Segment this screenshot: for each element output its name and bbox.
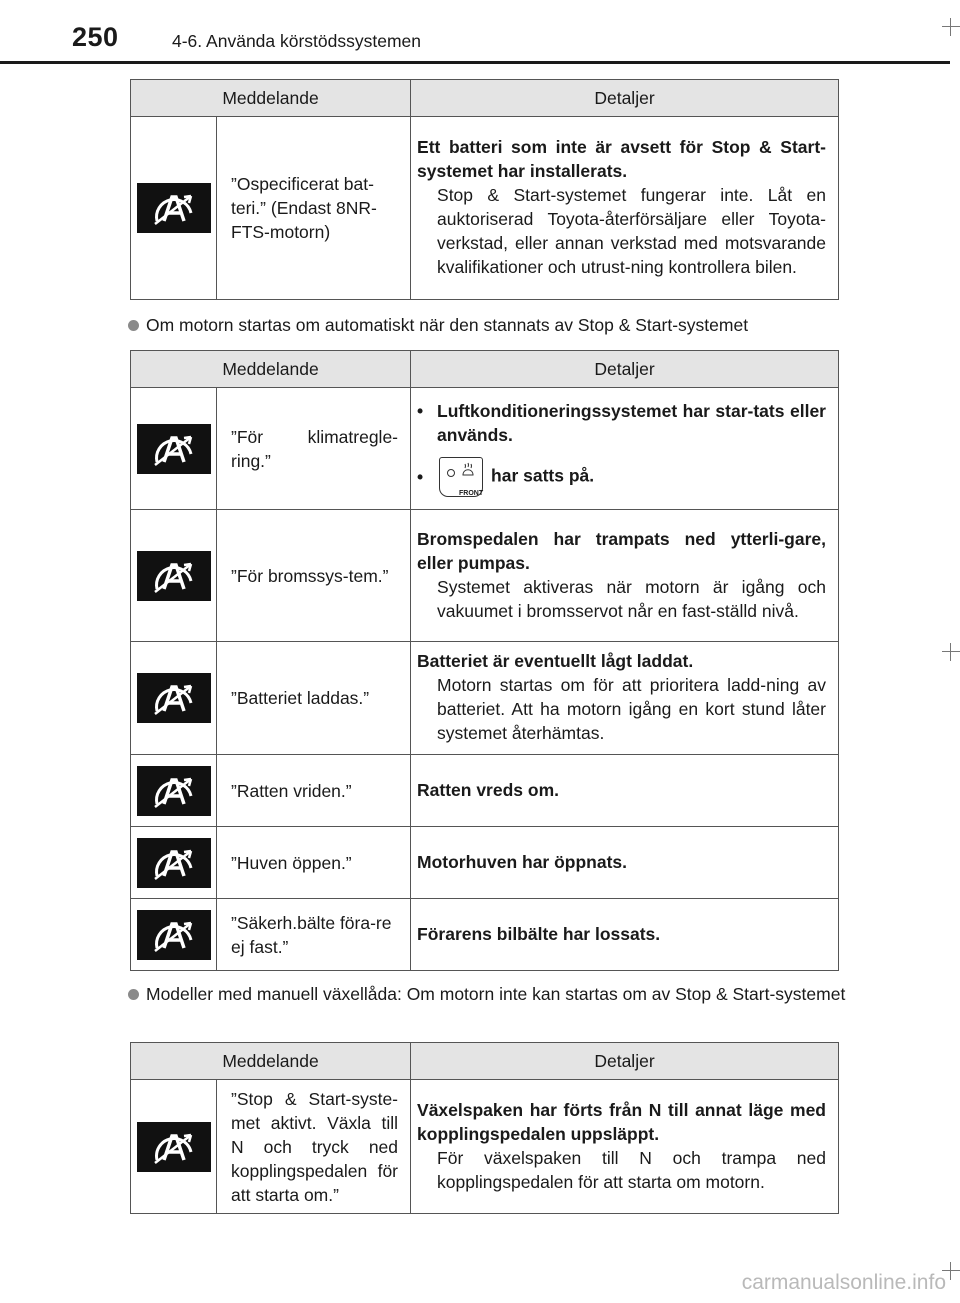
message-text: ”Huven öppen.” (217, 827, 411, 899)
detail-head: Motorhuven har öppnats. (417, 851, 628, 872)
stop-start-icon (137, 673, 211, 723)
stop-start-icon (137, 424, 211, 474)
table-header (131, 1043, 839, 1080)
message-text: ”Stop & Start-syste-met aktivt. Växla till N och tryck ned kopplingspedalen för att starta om.” (217, 1080, 411, 1214)
detail-body: För växelspaken till N och trampa ned kopplingspedalen för att starta om motorn. (437, 1147, 826, 1192)
detail-head: Ett batteri som inte är avsett för Stop & Start-systemet har installerats. (417, 137, 826, 181)
front-button-label: FRONT (459, 489, 484, 497)
detail-body: Stop & Start-systemet fungerar inte. Låt en auktoriserad Toyota-återförsäljare eller Toyota-verkstad, eller annan verkstad med motsvarande kvalifikationer och utrust-ning kontrollera bilen. (437, 185, 826, 277)
note-2 (128, 982, 860, 1006)
crop-mark-middle-right (942, 643, 960, 661)
table-row (131, 1080, 839, 1214)
message-table-2 (130, 350, 839, 971)
detail-head: Växelspaken har förts från N till annat läge med kopplingspedalen uppsläppt. (417, 1099, 826, 1144)
header-details: Detaljer (411, 80, 839, 117)
detail-bullet: • FRONT har satts på. (417, 457, 826, 497)
stop-start-icon (137, 838, 211, 888)
note-1 (128, 313, 860, 337)
detail-head: Batteriet är eventuellt lågt laddat. (417, 651, 694, 671)
section-title: 4-6. Använda körstödssystemen (172, 31, 422, 51)
table-header (131, 351, 839, 388)
detail-head: Bromspedalen har trampats ned ytterli-gare, eller pumpas. (417, 528, 826, 573)
message-table-1 (130, 79, 839, 300)
message-text: ”Batteriet laddas.” (217, 642, 411, 755)
page-number: 250 (72, 22, 119, 52)
bullet-text: Luftkonditioneringssystemet har star-tats eller används. (437, 400, 826, 445)
message-text: ”Säkerh.bälte föra-re ej fast.” (217, 899, 411, 971)
table-row (131, 388, 839, 510)
stop-start-icon (137, 551, 211, 601)
detail-body: Motorn startas om för att prioritera ladd-ning av batteriet. Att ha motorn igång en kort stund låter systemet återhämtas. (437, 675, 826, 743)
note-text: Modeller med manuell växellåda: Om motorn inte kan startas om av Stop & Start-systemet (146, 984, 846, 1004)
watermark: carmanualsonline.info (741, 1271, 946, 1294)
table-row (131, 117, 839, 300)
header-message: Meddelande (131, 351, 411, 388)
front-defroster-button-icon (439, 457, 483, 497)
message-text: ”För klimatregle-ring.” (217, 388, 411, 510)
stop-start-icon (137, 183, 211, 233)
stop-start-icon (137, 1122, 211, 1172)
message-text: ”För bromssys-tem.” (217, 510, 411, 642)
detail-bullet: • Luftkonditioneringssystemet har star-tats eller används. (417, 400, 826, 445)
detail-head: Förarens bilbälte har lossats. (417, 923, 661, 944)
bullet-dot (128, 989, 139, 1000)
message-text: ”Ospecificerat bat-teri.” (Endast 8NR-FTS-motorn) (217, 117, 411, 300)
bullet-text: har satts på. (491, 465, 595, 486)
message-text: ”Ratten vriden.” (217, 755, 411, 827)
table-row (131, 510, 839, 642)
detail-body: Systemet aktiveras när motorn är igång och vakuumet i bromsservot når en fast-ställd nivå. (437, 576, 826, 621)
table-row (131, 827, 839, 899)
header-message: Meddelande (131, 1043, 411, 1080)
table-header (131, 80, 839, 117)
header-message: Meddelande (131, 80, 411, 117)
stop-start-icon (137, 766, 211, 816)
crop-mark-top-right (942, 18, 960, 36)
bullet-dot (128, 320, 139, 331)
message-table-3 (130, 1042, 839, 1214)
stop-start-icon (137, 910, 211, 960)
table-row (131, 755, 839, 827)
header-rule (0, 61, 950, 64)
table-row (131, 899, 839, 971)
detail-head: Ratten vreds om. (417, 779, 559, 800)
header-details: Detaljer (411, 1043, 839, 1080)
note-text: Om motorn startas om automatiskt när den stannats av Stop & Start-systemet (146, 315, 749, 335)
table-row (131, 642, 839, 755)
header-details: Detaljer (411, 351, 839, 388)
